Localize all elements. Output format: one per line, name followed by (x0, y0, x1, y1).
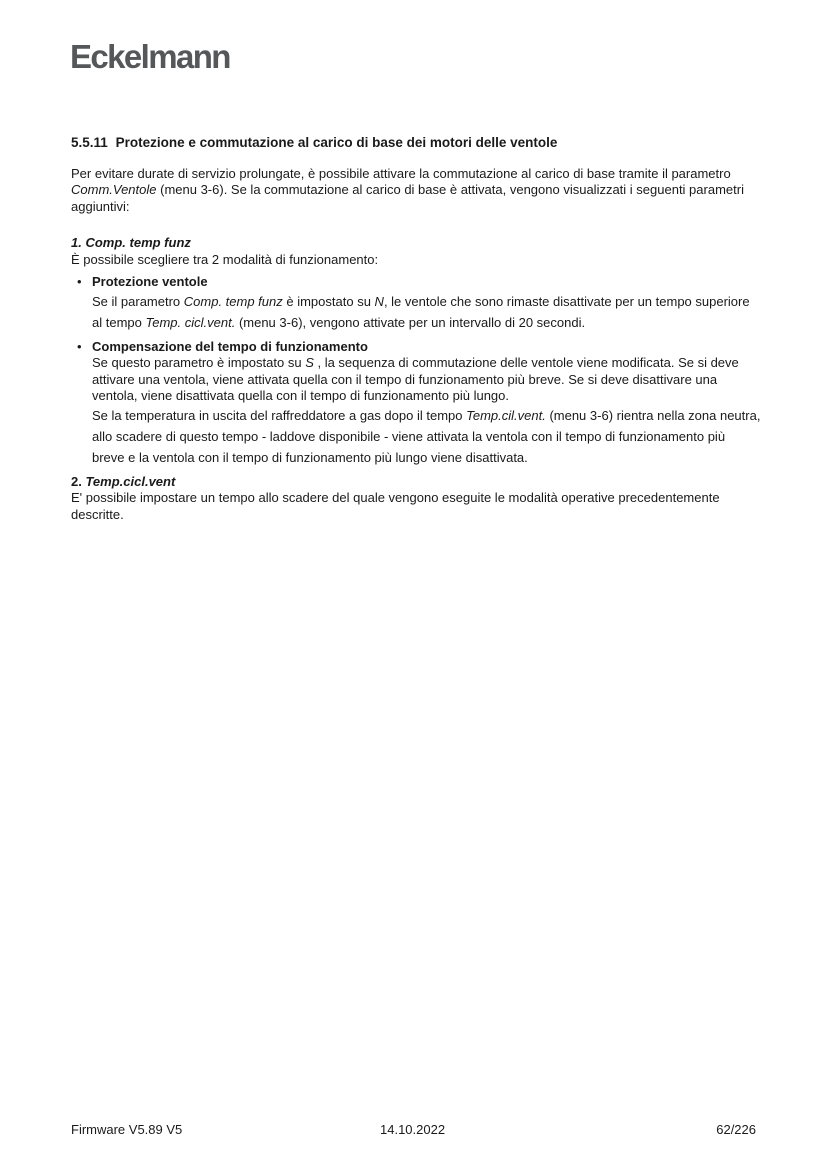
param2-number: 2. (71, 473, 86, 489)
page-footer (71, 1122, 756, 1140)
list-item (71, 339, 761, 468)
section-title: Protezione e commutazione al carico di base dei motori delle ventole (115, 135, 558, 150)
bullet-icon: • (77, 338, 82, 354)
page-content (71, 135, 761, 523)
option-a-text: Se il parametro Comp. temp funz è impostato su N, le ventole che sono rimaste disattivate per un tempo superiore al tempo Temp. cicl.vent. (menu 3-6), vengono attivate per un intervallo di 20 secondi. (92, 293, 750, 330)
brand-logo: Eckelmann (70, 38, 230, 75)
intro-param: Comm.Ventole (71, 182, 157, 197)
param2-name: Temp.cicl.vent (85, 473, 176, 489)
footer-firmware: Firmware V5.89 V5 (71, 1122, 183, 1137)
section-number: 5.5.11 (71, 135, 108, 150)
param1-title: 1. Comp. temp funz (71, 235, 191, 250)
param1-description: È possibile scegliere tra 2 modalità di funzionamento: (71, 251, 379, 267)
param2-title (71, 474, 761, 491)
footer-date: 14.10.2022 (380, 1122, 446, 1137)
intro-text-2: (menu 3-6). Se la commutazione al carico di base è attivata, vengono visualizzati i seguenti parametri aggiuntivi: (71, 182, 744, 214)
param2-description: E' possibile impostare un tempo allo scadere del quale vengono eseguite le modalità operative precedentemente descritte. (71, 490, 720, 522)
option-b-title: Compensazione del tempo di funzionamento (92, 338, 368, 354)
list-item (71, 274, 761, 333)
intro-text-1: Per evitare durate di servizio prolungate, è possibile attivare la commutazione al carico di base tramite il parametro (71, 165, 731, 181)
footer-page-number: 62/226 (716, 1122, 756, 1137)
section-heading (71, 135, 761, 152)
intro-paragraph (71, 166, 761, 216)
option-a-title: Protezione ventole (92, 274, 208, 289)
option-b-text-1: Se questo parametro è impostato su S , la sequenza di commutazione delle ventole viene modificata. Se si deve attivare una ventola, viene attivata quella con il tempo di funzionamento più breve. Se si deve disattivare una ventola, viene disattivata quella con il tempo di funzionamento più lungo. (92, 355, 739, 403)
mode-list (71, 274, 761, 468)
bullet-icon: • (77, 274, 82, 289)
option-b-text-2: Se la temperatura in uscita del raffreddatore a gas dopo il tempo Temp.cil.vent. (menu 3-6) rientra nella zona neutra, allo scadere di questo tempo - laddove disponibile - viene attivata la ventola con il tempo di funzionamento più breve e la ventola con il tempo di funzionamento più lungo viene disattivata. (92, 407, 761, 465)
